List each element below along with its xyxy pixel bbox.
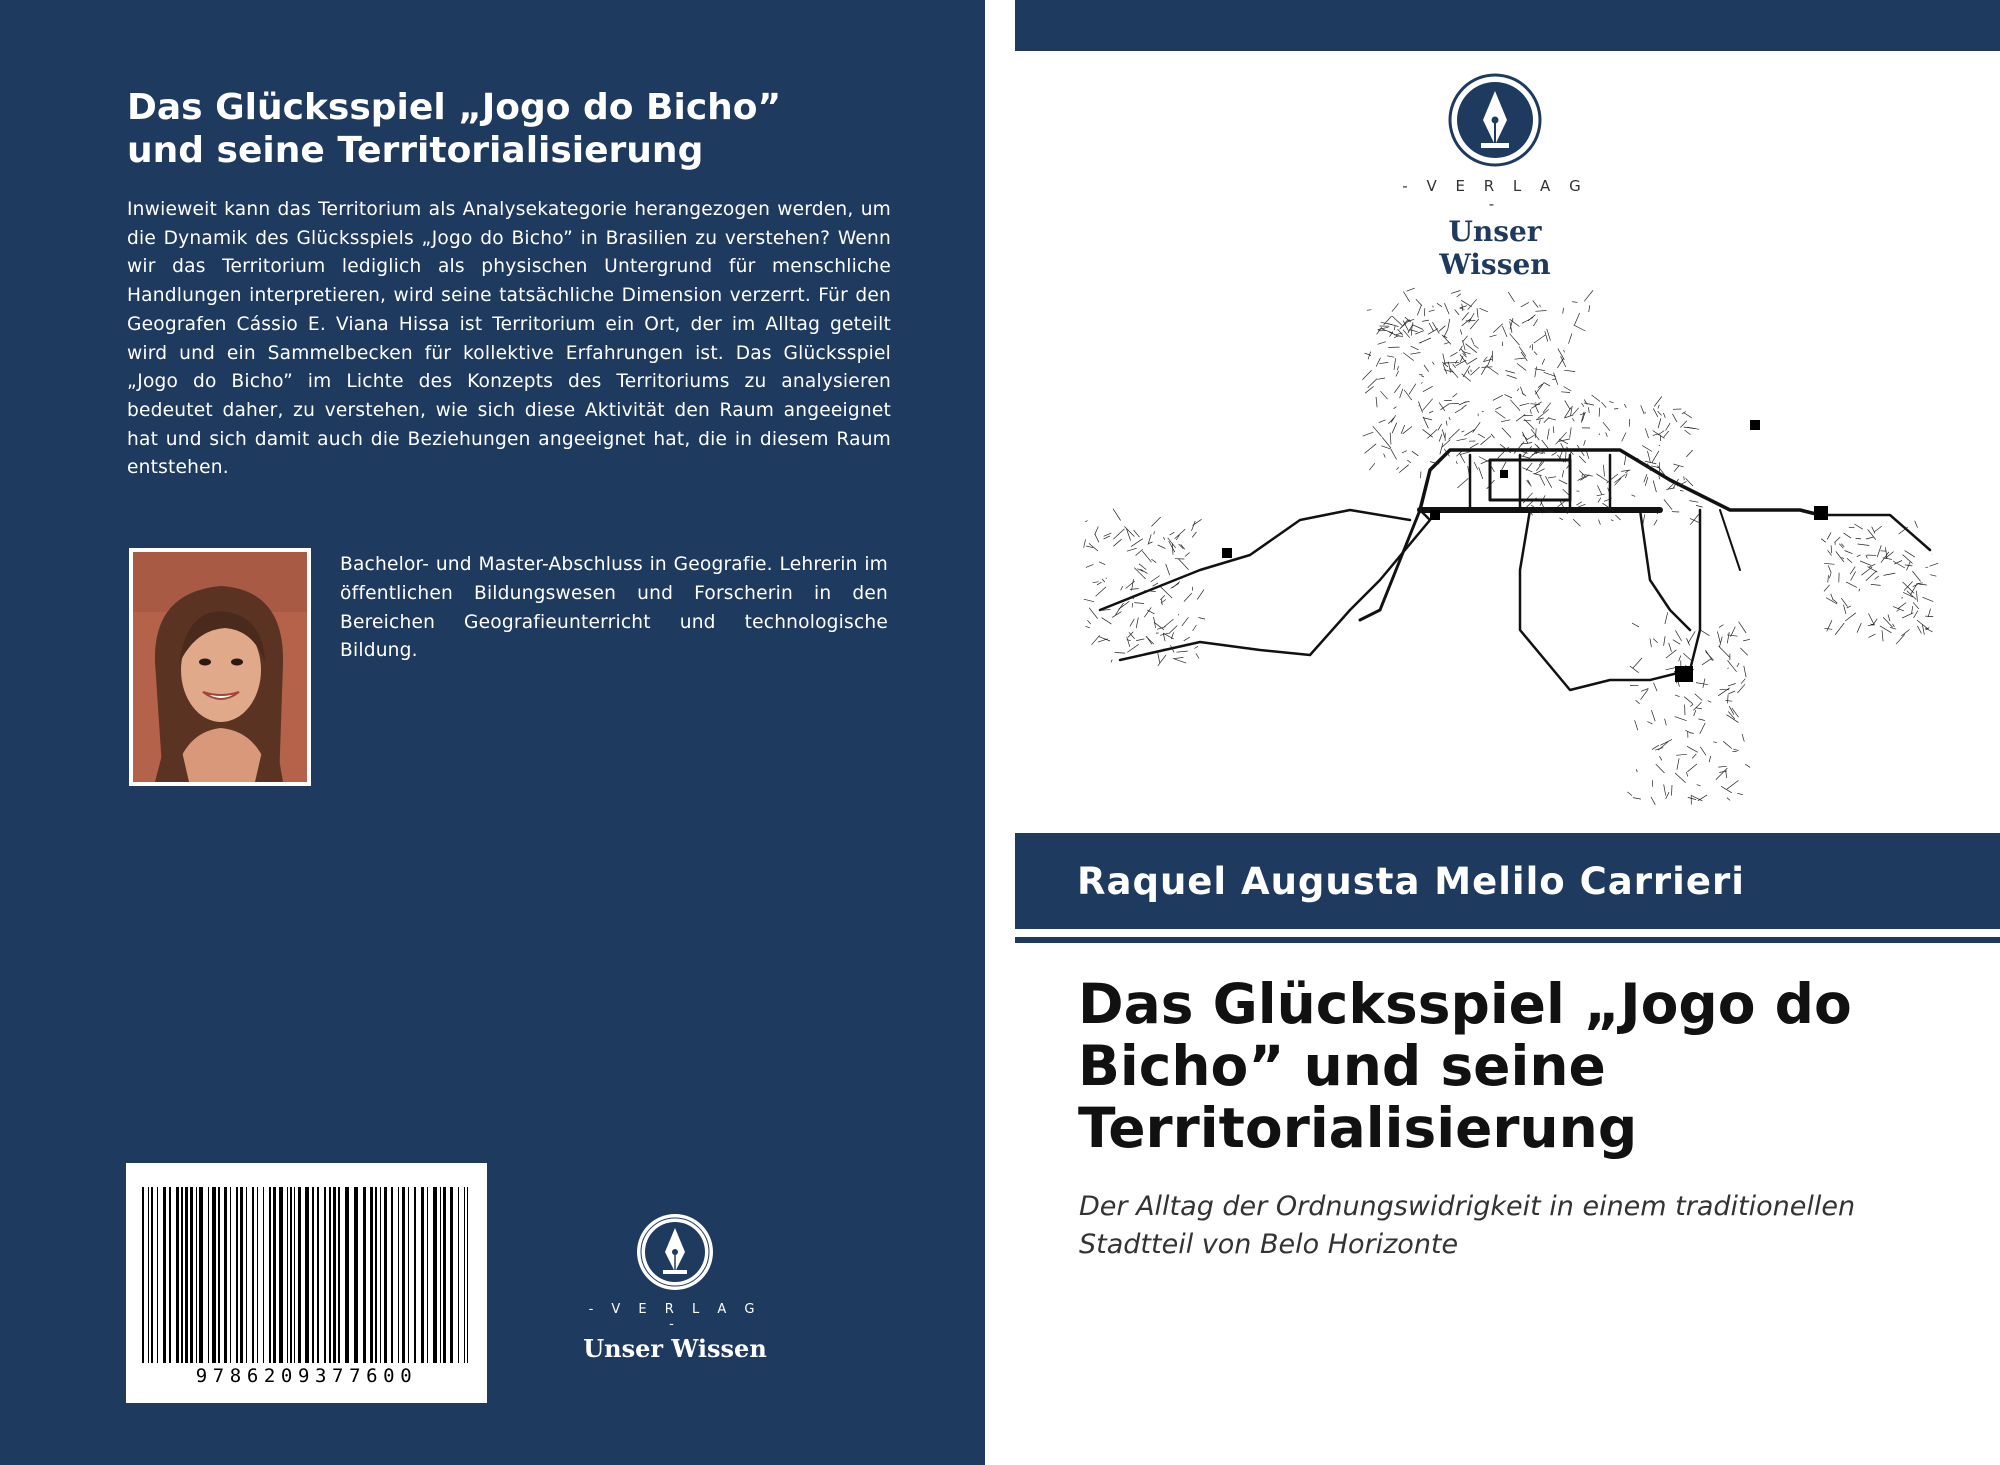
front-cover-subtitle: Der Alltag der Ordnungswidrigkeit in einem traditionellen Stadtteil von Belo Horizonte [1079,1191,1856,1260]
isbn-barcode [126,1163,487,1403]
publisher-verlag-label: - V E R L A G - [588,1302,762,1332]
author-photo [129,548,311,786]
front-cover-title: Das Glücksspiel „Jogo do Bicho” und seine Territorialisierung [1078,972,1852,1160]
barcode-bars [138,1187,475,1363]
fountain-pen-nib-icon [635,1212,715,1292]
back-cover-blurb: Inwieweit kann das Territorium als Analysekategorie herangezogen werden, um die Dynamik des Glücksspiels „Jogo do Bicho” in Brasilien zu verstehen? Wenn wir das Territorium lediglich als physischen Untergrund für menschliche Handlungen interpretieren, wird seine tatsächliche Dimension verzerrt. Für den Geografen Cássio E. Viana Hissa ist Territorium ein Ort, der im Alltag geteilt wird und ein Sammelbecken für kollektive Erfahrungen ist. Das Glücksspiel „Jogo do Bicho” im Lichte des Konzepts des Territoriums zu analysieren bedeutet daher, zu verstehen, wie sich diese Aktivität den Raum angeeignet hat und sich damit auch die Beziehungen angeeignet hat, die in diesem Raum entstehen. [127,199,891,479]
back-cover [0,0,985,1465]
back-cover-title: Das Glücksspiel „Jogo do Bicho” und seine Territorialisierung [127,87,782,171]
front-top-bar [1015,0,2000,51]
isbn-digits: 9786209377600 [195,1365,418,1387]
publisher-verlag-label-front: - V E R L A G - [1402,177,1588,213]
divider-rule [1015,937,2000,943]
publisher-logo-front [1395,73,1595,281]
publisher-name-front: Unser Wissen [1439,215,1551,281]
spine-gap [985,0,1015,1465]
publisher-logo-back [580,1212,770,1363]
author-band [1015,833,2000,929]
publisher-name: Unser Wissen [583,1334,767,1363]
author-bio: Bachelor- und Master-Abschluss in Geografie. Lehrerin im öffentlichen Bildungswesen und Forscherin in den Bereichen Geografieunterricht und technologische Bildung. [340,554,888,662]
fountain-pen-nib-icon [1448,73,1542,167]
city-road-network-map [1050,270,1980,810]
front-author-name: Raquel Augusta Melilo Carrieri [1077,860,1745,903]
